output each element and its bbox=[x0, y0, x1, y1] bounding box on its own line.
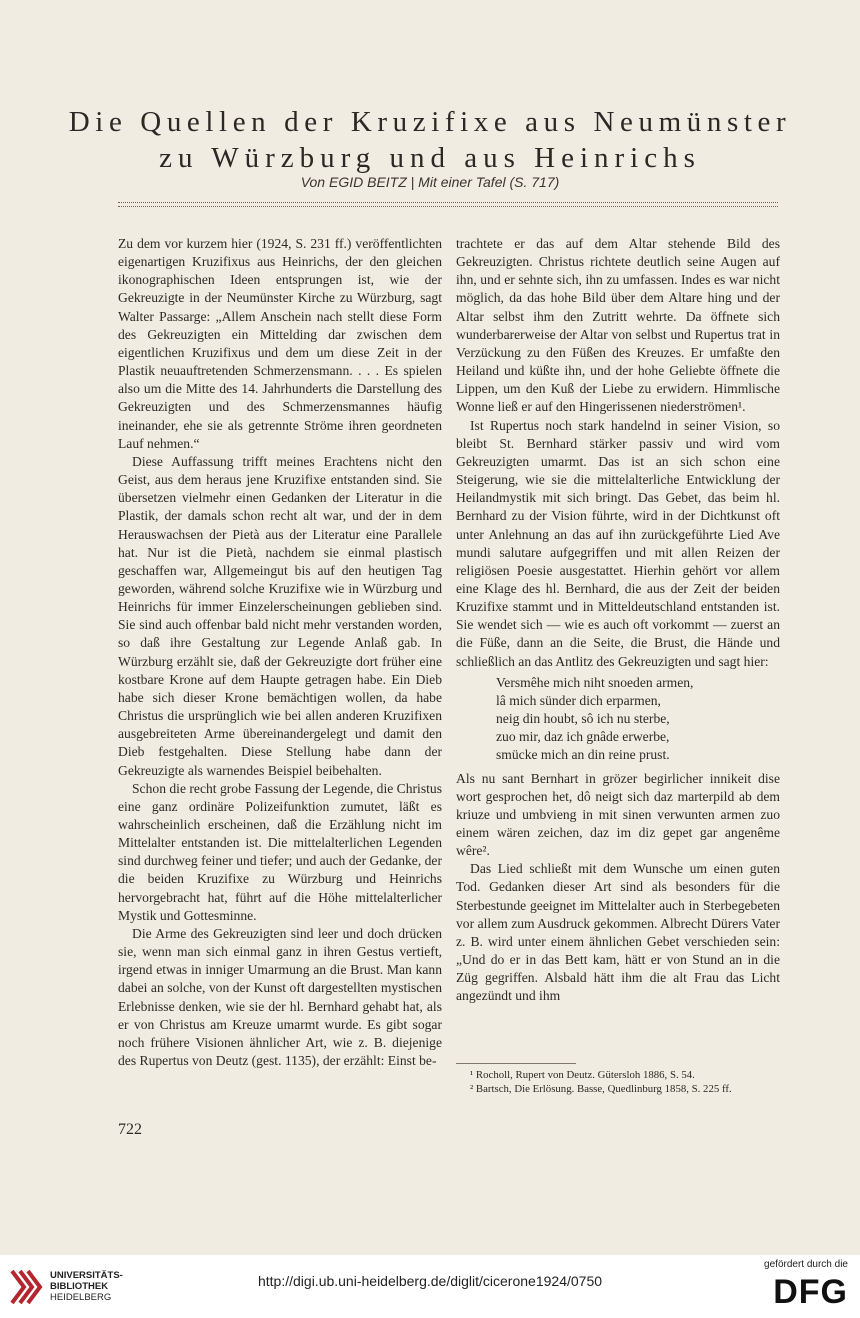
paragraph: Die Arme des Gekreuzigten sind leer und doch drücken sie, wenn man sich einmal ganz in ihren Gestus vertieft, irgend etwas in inniger Umarmung an die Brust. Man kann dabei an solche, von der Kunst oft dargestellten mystischen Erlebnisse denken, wie sie der hl. Bernhard gehabt hat, als er von Christus am Kreuze umarmt wurde. Es gibt sogar noch frühere Visionen ähnlicher Art, wie z. B. diejenige des Rupertus von Deutz (gest. 1135), der erzählt: Einst be- bbox=[118, 925, 442, 1069]
footnote: ² Bartsch, Die Erlösung. Basse, Quedlinburg 1858, S. 225 ff. bbox=[470, 1083, 732, 1095]
library-name-line: UNIVERSITÄTS- bbox=[50, 1270, 123, 1281]
source-url-link[interactable]: http://digi.ub.uni-heidelberg.de/diglit/cicerone1924/0750 bbox=[257, 1273, 603, 1289]
footnote-rule bbox=[456, 1063, 576, 1064]
paragraph: Als nu sant Bernhart in grözer begirlicher innikeit dise wort gesprochen het, dô neigt sich daz marterpild ab dem kriuze und umbvieng in mit sinen verwunten armen zuo einem wären zeichen, daz im diz gepet gar angenême wêre². bbox=[456, 770, 780, 859]
sponsor-note: gefördert durch die bbox=[764, 1259, 848, 1270]
footnotes bbox=[456, 1063, 780, 1096]
paragraph: trachtete er das auf dem Altar stehende Bild des Gekreuzigten. Christus richtete deutlich seine Augen auf ihn, und er sehnte sich, ihn zu umfassen. Indes es war nicht möglich, da das hohe Bild über dem Altare hing und der Altar selbst ihm den Zutritt wehrte. Da öffnete sich wunderbarerweise der Altar von selbst und Rupertus trat in Verzückung zu den Füßen des Kreuzes. Er umfaßte den Heiland und küßte ihn, und der hohe Geliebte öffnete die Lippen, um den Kuß der Liebe zu erwidern. Himmlische Wonne ließ er auf den Hingerissenen niederströmen¹. bbox=[456, 236, 780, 415]
right-column bbox=[456, 235, 780, 1006]
paragraph: Diese Auffassung trifft meines Erachtens nicht den Geist, aus dem heraus jene Kruzifixe entstanden sind. Sie übersetzen vielmehr einen Gedanken der Literatur in die Plastik, der damals schon recht alt war, und der in dem Herauswachsen der Pietà aus der Literatur eine Parallele hat. Nur ist die Pietà, nachdem sie einmal plastisch geschaffen war, Allgemeingut bis auf den heutigen Tag geworden, während solche Kruzifixe wie in Würzburg und Heinrichs für immer Einzelerscheinungen geblieben sind. Sie sind auch offenbar bald nicht mehr verstanden worden, so daß ihre Gestaltung zur Legende Anlaß gab. In Würzburg erzählt sie, daß der Gekreuzigte dort früher eine kostbare Krone auf dem Haupte getragen habe. Ein Dieb habe sich dieser Krone bemächtigen wollen, da habe Christus die ursprünglich wie bei allen anderen Kruzifixen ausgebreiteten Arme übereinandergelegt und damit den Dieb festgehalten. Diese Stellung habe dann der Gekreuzigte als warnendes Beispiel beibehalten. bbox=[118, 453, 442, 778]
article-title-line-1: Die Quellen der Kruzifixe aus Neumünster bbox=[68, 106, 792, 138]
paragraph: Das Lied schließt mit dem Wunsche um einen guten Tod. Gedanken dieser Art sind als besonders für die Sterbestunde geeignet im Mittelalter auch in Sterbegebeten vor allem zum Ausdruck gekommen. Albrecht Dürers Vater z. B. wird unter einem ähnlichen Gebet verschieden sein: „Und do er in das Bett kam, hätt er von Stund an in die Züg gegriffen. Alsbald hätt ihm die alt Frau das Licht angezündt und ihm bbox=[456, 861, 780, 1004]
viewer-footer bbox=[0, 1255, 860, 1318]
dfg-logo[interactable]: DFG bbox=[773, 1273, 848, 1311]
verse-quote bbox=[496, 674, 780, 765]
article-title-line-2: zu Würzburg und aus Heinrichs bbox=[159, 142, 701, 174]
verse-line: zuo mir, daz ich gnâde erwerbe, bbox=[496, 729, 670, 745]
page-number: 722 bbox=[118, 1121, 142, 1138]
paragraph: Schon die recht grobe Fassung der Legende, die Christus eine ganz ordinäre Polizeifunktion zumutet, läßt es wahrscheinlich erscheinen, daß die Erzählung nicht im Mittelalter entstanden ist. Die mittelalterlichen Legenden sind durchweg feiner und tiefer; und auch der Gedanke, der die beiden Kruzifixe zu Würzburg und Heinrichs hervorgebracht hat, führt auf die Höhe mittelalterlicher Mystik und Gottesminne. bbox=[118, 780, 442, 923]
verse-line: Versmêhe mich niht snoeden armen, bbox=[496, 674, 694, 690]
library-name-line: BIBLIOTHEK bbox=[50, 1281, 109, 1292]
left-column bbox=[118, 235, 442, 1070]
dotted-divider bbox=[118, 202, 778, 207]
verse-line: smücke mich an din reine prust. bbox=[496, 747, 670, 763]
paragraph: Zu dem vor kurzem hier (1924, S. 231 ff.) veröffentlichten eigenartigen Kruzifixus aus Heinrichs, der den gleichen ikonographischen Ideen entsprungen ist, wie der Gekreuzigte in der Neumünster Kirche zu Würzburg, sagt Walter Passarge: „Allem Anschein nach stellt diese Form des Gekreuzigten ein Mittelding dar zwischen dem eigentlichen Kruzifixus und dem um diese Zeit in der Plastik neuauftretenden Schmerzensmann. . . . Es spielen also um die Mitte des 14. Jahrhunderts die Darstellung des Gekreuzigten und des Schmerzensmannes häufig ineinander, ehe sie als getrennte Ströme ihren geordneten Lauf nehmen.“ bbox=[118, 236, 442, 451]
article-byline: Von EGID BEITZ | Mit einer Tafel (S. 717) bbox=[300, 174, 560, 190]
verse-line: neig din houbt, sô ich nu sterbe, bbox=[496, 711, 670, 727]
paragraph: Ist Rupertus noch stark handelnd in seiner Vision, so bleibt St. Bernhard stärker passiv und wird vom Gekreuzigten umarmt. Das ist an sich schon eine Steigerung, wie sie die mittelalterliche Entwicklung der Heilandmystik mit sich bringt. Das Gebet, das beim hl. Bernhard zu der Vision führte, wird in der Dichtkunst oft unter Anlehnung an das auf ihn zurückgeführte Lied Ave mundi salutare aufgegriffen und mit allen Reizen der religiösen Poesie ausgestattet. Hierhin gehört vor allem eine Klage des hl. Bernhard, die aus der Zeit der beiden Kruzifixe stammt und in Mitteldeutschland entstanden ist. Sie wendet sich — wie es auch oft vorkommt — zuerst an die Füße, dann an die Seite, die Brust, die Hände und schließlich an das Antlitz des Gekreuzigten und sagt hier: bbox=[456, 417, 780, 669]
verse-line: lâ mich sünder dich erparmen, bbox=[496, 692, 661, 708]
library-name-line: HEIDELBERG bbox=[50, 1292, 112, 1303]
footnote: ¹ Rocholl, Rupert von Deutz. Gütersloh 1886, S. 54. bbox=[470, 1069, 695, 1081]
